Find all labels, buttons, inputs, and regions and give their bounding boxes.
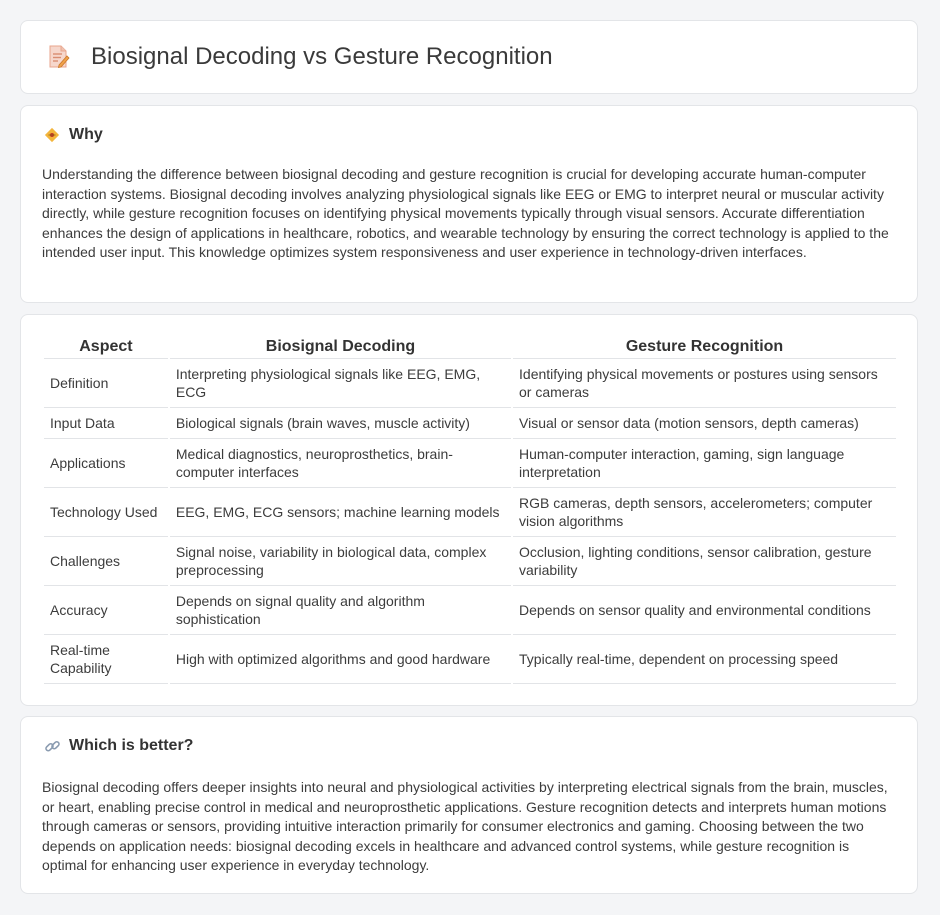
gesture-cell: RGB cameras, depth sensors, accelerometers; computer vision algorithms — [513, 488, 896, 537]
biosignal-cell: Medical diagnostics, neuroprosthetics, brain-computer interfaces — [170, 439, 511, 488]
which-better-text: Biosignal decoding offers deeper insights into neural and physiological activities by interpreting electrical signals from the brain, muscles, or heart, enabling precise control in medical and neuroprosthetic applications. Gesture recognition detects and interprets human motions through cameras or sensors, providing intuitive interaction primarily for consumer electronics and gaming. Choosing between the two depends on application needs: biosignal decoding excels in healthcare and advanced control systems, while gesture recognition is optimal for enhancing user experience in everyday technology. — [42, 779, 888, 874]
which-better-card — [20, 716, 918, 894]
biosignal-cell: Biological signals (brain waves, muscle activity) — [170, 408, 511, 439]
table-row — [44, 537, 896, 586]
why-card — [20, 105, 918, 303]
gesture-cell: Depends on sensor quality and environmental conditions — [513, 586, 896, 635]
gesture-cell: Identifying physical movements or postures using sensors or cameras — [513, 359, 896, 408]
why-text: Understanding the difference between biosignal decoding and gesture recognition is crucial for developing accurate human-computer interaction systems. Biosignal decoding involves analyzing physiological signals like EEG or EMG to interpret neural or muscular activity directly, while gesture recognition focuses on identifying physical movements typically through visual sensors. Accurate differentiation enhances the design of applications in healthcare, robotics, and wearable technology by ensuring the correct technology is applied to the intended user input. This knowledge optimizes system responsiveness and user experience in technology-driven interfaces. — [42, 166, 889, 261]
aspect-cell: Challenges — [44, 537, 168, 586]
aspect-cell: Technology Used — [44, 488, 168, 537]
diamond-icon — [43, 126, 61, 144]
page-title: Biosignal Decoding vs Gesture Recognition — [91, 43, 553, 70]
which-better-title: Which is better? — [69, 737, 194, 754]
header-gesture: Gesture Recognition — [513, 335, 896, 359]
biosignal-cell: High with optimized algorithms and good hardware — [170, 635, 511, 684]
link-icon — [43, 737, 61, 755]
biosignal-cell: Signal noise, variability in biological data, complex preprocessing — [170, 537, 511, 586]
table-row — [44, 635, 896, 684]
gesture-cell: Occlusion, lighting conditions, sensor calibration, gesture variability — [513, 537, 896, 586]
biosignal-cell: Interpreting physiological signals like EEG, EMG, ECG — [170, 359, 511, 408]
gesture-cell: Typically real-time, dependent on processing speed — [513, 635, 896, 684]
header-aspect: Aspect — [44, 335, 168, 359]
table-row — [44, 408, 896, 439]
aspect-cell: Accuracy — [44, 586, 168, 635]
biosignal-cell: EEG, EMG, ECG sensors; machine learning models — [170, 488, 511, 537]
why-title: Why — [69, 126, 103, 143]
gesture-cell: Human-computer interaction, gaming, sign language interpretation — [513, 439, 896, 488]
table-header-row — [44, 335, 896, 359]
comparison-table — [42, 335, 898, 684]
aspect-cell: Real-time Capability — [44, 635, 168, 684]
table-row — [44, 586, 896, 635]
header-biosignal: Biosignal Decoding — [170, 335, 511, 359]
aspect-cell: Input Data — [44, 408, 168, 439]
aspect-cell: Applications — [44, 439, 168, 488]
document-edit-icon — [45, 44, 71, 70]
aspect-cell: Definition — [44, 359, 168, 408]
comparison-card — [20, 314, 918, 706]
title-card — [20, 20, 918, 94]
table-row — [44, 439, 896, 488]
gesture-cell: Visual or sensor data (motion sensors, depth cameras) — [513, 408, 896, 439]
table-row — [44, 359, 896, 408]
biosignal-cell: Depends on signal quality and algorithm sophistication — [170, 586, 511, 635]
table-row — [44, 488, 896, 537]
